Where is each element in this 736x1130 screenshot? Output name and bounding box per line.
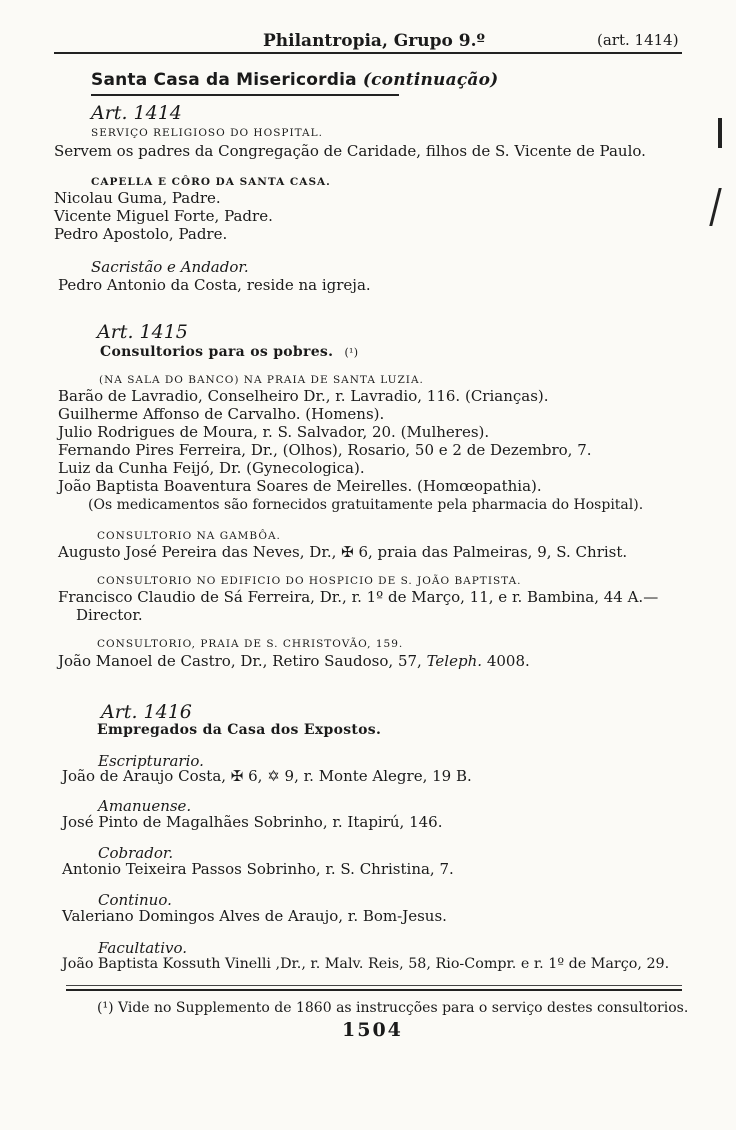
sala-item: Guilherme Affonso de Carvalho. (Homens). — [58, 405, 385, 423]
capella-item: Pedro Apostolo, Padre. — [54, 225, 228, 243]
role-label: Continuo. — [98, 891, 172, 909]
sala-item: Julio Rodrigues de Moura, r. S. Salvador, 20. (Mulheres). — [58, 423, 490, 441]
art-1414-heading: Art. 1414 — [91, 102, 182, 124]
art-1415-heading: Art. 1415 — [97, 321, 188, 343]
expostos-heading: Empregados da Casa dos Expostos. — [97, 722, 382, 738]
section-title-underline — [91, 94, 399, 96]
hospicio-line-cont: Director. — [76, 606, 143, 624]
role-label: Amanuense. — [98, 797, 192, 815]
hospicio-line: Francisco Claudio de Sá Ferreira, Dr., r. 1º de Março, 11, e r. Bambina, 44 A.— — [58, 588, 659, 606]
page-number: 1504 — [342, 1019, 403, 1041]
header-rule — [54, 52, 682, 54]
scan-artifact — [709, 188, 721, 226]
gamboa-heading: CONSULTORIO NA GAMBÔA. — [97, 530, 281, 542]
hospicio-heading: CONSULTORIO NO EDIFICIO DO HOSPICIO DE S. JOÃO BAPTISTA. — [97, 575, 522, 587]
sala-item: João Baptista Boaventura Soares de Meirelles. (Homœopathia). — [58, 477, 542, 495]
header-page-ref: (art. 1414) — [597, 31, 679, 49]
role-label: Escripturario. — [98, 752, 204, 770]
footnote: (¹) Vide no Supplemento de 1860 as instrucções para o serviço destes consultorios. — [97, 1000, 689, 1016]
capella-item: Vicente Miguel Forte, Padre. — [54, 207, 273, 225]
consultorios-heading: Consultorios para os pobres. (¹) — [100, 344, 359, 360]
role-label: Facultativo. — [98, 939, 187, 957]
header-title: Philantropia, Grupo 9.º — [263, 31, 486, 51]
servico-line: Servem os padres da Congregação de Caridade, filhos de S. Vicente de Paulo. — [54, 142, 646, 160]
sacristao-line: Pedro Antonio da Costa, reside na igreja. — [58, 276, 371, 294]
employee-line: João de Araujo Costa, ✠ 6, ✡ 9, r. Monte Alegre, 19 B. — [62, 767, 472, 785]
capella-heading: CAPELLA E CÔRO DA SANTA CASA. — [91, 176, 331, 188]
employee-line: Valeriano Domingos Alves de Araujo, r. Bom-Jesus. — [62, 907, 447, 925]
sala-note: (Os medicamentos são fornecidos gratuitamente pela pharmacia do Hospital). — [88, 497, 644, 513]
footnote-rule — [66, 989, 682, 991]
sala-heading: (NA SALA DO BANCO) NA PRAIA DE SANTA LUZIA. — [99, 374, 424, 386]
gamboa-line: Augusto José Pereira das Neves, Dr., ✠ 6, praia das Palmeiras, 9, S. Christ. — [58, 543, 628, 561]
footnote-rule — [66, 985, 682, 986]
footnote-ref: (¹) — [344, 346, 359, 359]
sala-item: Fernando Pires Ferreira, Dr., (Olhos), Rosario, 50 e 2 de Dezembro, 7. — [58, 441, 592, 459]
employee-line: João Baptista Kossuth Vinelli ,Dr., r. Malv. Reis, 58, Rio-Compr. e r. 1º de Março, 29. — [62, 956, 670, 972]
role-label: Cobrador. — [98, 844, 174, 862]
section-title: Santa Casa da Misericordia (continuação) — [91, 70, 499, 90]
employee-line: José Pinto de Magalhães Sobrinho, r. Itapirú, 146. — [62, 813, 443, 831]
christovao-heading: CONSULTORIO, PRAIA DE S. CHRISTOVÃO, 159. — [97, 638, 404, 650]
christovao-line: João Manoel de Castro, Dr., Retiro Saudoso, 57, Teleph. 4008. — [58, 652, 530, 670]
capella-item: Nicolau Guma, Padre. — [54, 189, 221, 207]
servico-heading: SERVIÇO RELIGIOSO DO HOSPITAL. — [91, 127, 323, 139]
employee-line: Antonio Teixeira Passos Sobrinho, r. S. Christina, 7. — [62, 860, 454, 878]
sala-item: Barão de Lavradio, Conselheiro Dr., r. Lavradio, 116. (Crianças). — [58, 387, 549, 405]
sala-item: Luiz da Cunha Feijó, Dr. (Gynecologica). — [58, 459, 365, 477]
sacristao-role: Sacristão e Andador. — [91, 258, 249, 276]
art-1416-heading: Art. 1416 — [101, 701, 192, 723]
scan-artifact — [718, 118, 722, 148]
